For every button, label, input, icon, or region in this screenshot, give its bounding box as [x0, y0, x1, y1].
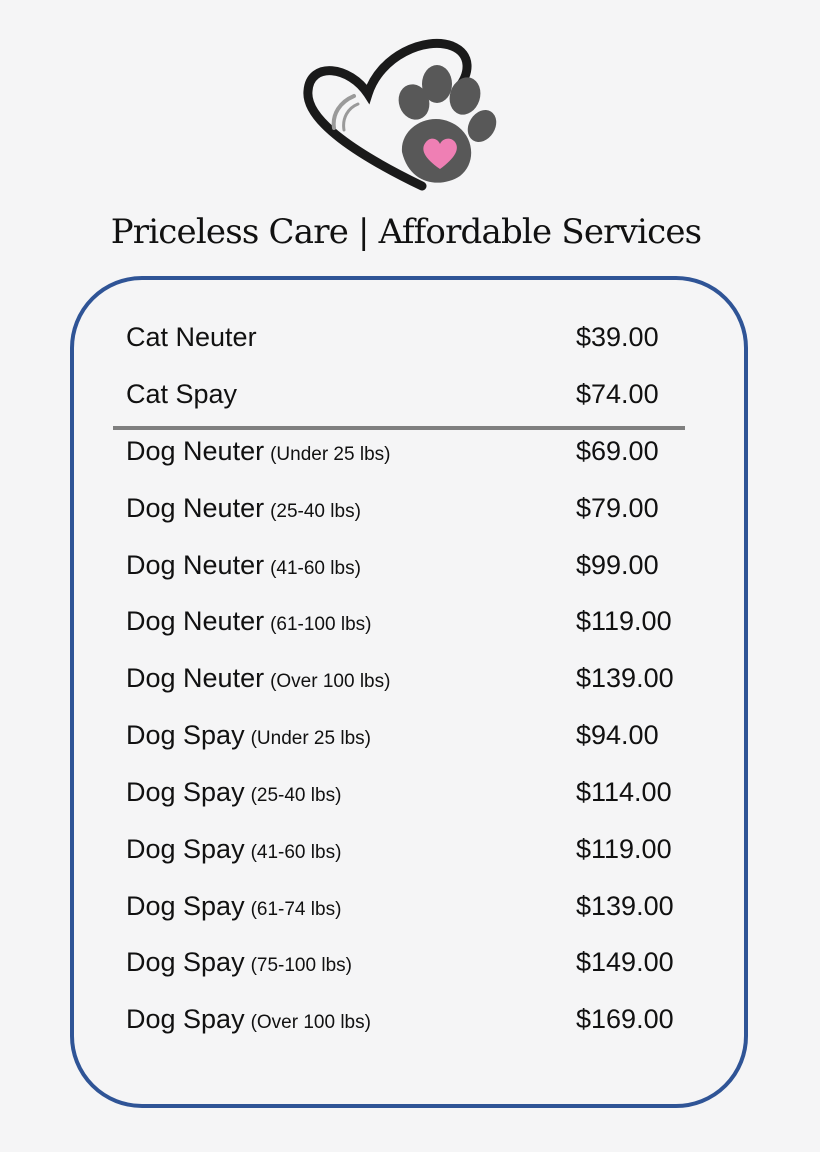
- weight-range: (25-40 lbs): [270, 501, 361, 522]
- service-price: $74.00: [576, 379, 659, 409]
- price-row: [126, 606, 696, 646]
- weight-range: (61-74 lbs): [250, 899, 342, 920]
- section-divider: [113, 426, 685, 430]
- price-row: [126, 777, 696, 817]
- heart-paw-icon: [300, 36, 505, 208]
- weight-range: (25-40 lbs): [250, 785, 342, 806]
- service-price: $119.00: [576, 606, 672, 636]
- service-price: $94.00: [576, 720, 659, 750]
- price-row: [126, 720, 696, 760]
- price-row: [126, 322, 696, 362]
- weight-range: (Over 100 lbs): [270, 671, 391, 692]
- service-name: Dog Spay: [126, 1004, 245, 1034]
- service-price: $39.00: [576, 322, 659, 352]
- service-name: Dog Spay: [126, 834, 245, 864]
- weight-range: (Over 100 lbs): [250, 1012, 371, 1033]
- price-row: [126, 663, 696, 703]
- service-name: Dog Spay: [126, 777, 245, 807]
- weight-range: (41-60 lbs): [270, 558, 361, 579]
- service-name: Dog Spay: [126, 720, 245, 750]
- service-name: Cat Neuter: [126, 322, 257, 352]
- weight-range: (61-100 lbs): [270, 614, 372, 635]
- service-price: $99.00: [576, 550, 659, 580]
- service-name: Dog Spay: [126, 891, 245, 921]
- service-name: Dog Neuter: [126, 550, 265, 580]
- service-name: Cat Spay: [126, 379, 238, 409]
- service-price: $139.00: [576, 891, 674, 921]
- service-name: Dog Neuter: [126, 663, 265, 693]
- page-title: Priceless Care | Affordable Services: [110, 212, 702, 252]
- price-row: [126, 379, 696, 419]
- service-price: $114.00: [576, 777, 672, 807]
- price-row: [126, 834, 696, 874]
- service-name: Dog Neuter: [126, 436, 265, 466]
- price-row: [126, 891, 696, 931]
- service-price: $149.00: [576, 947, 674, 977]
- service-price: $169.00: [576, 1004, 674, 1034]
- weight-range: (Under 25 lbs): [250, 728, 371, 749]
- weight-range: (41-60 lbs): [250, 842, 342, 863]
- price-row: [126, 436, 696, 476]
- service-name: Dog Spay: [126, 947, 245, 977]
- service-name: Dog Neuter: [126, 493, 265, 523]
- weight-range: (75-100 lbs): [250, 955, 352, 976]
- service-price: $139.00: [576, 663, 674, 693]
- service-price: $79.00: [576, 493, 659, 523]
- service-name: Dog Neuter: [126, 606, 265, 636]
- price-row: [126, 550, 696, 590]
- service-price: $119.00: [576, 834, 672, 864]
- price-row: [126, 493, 696, 533]
- price-row: [126, 1004, 696, 1044]
- price-row: [126, 947, 696, 987]
- service-price: $69.00: [576, 436, 659, 466]
- weight-range: (Under 25 lbs): [270, 444, 391, 465]
